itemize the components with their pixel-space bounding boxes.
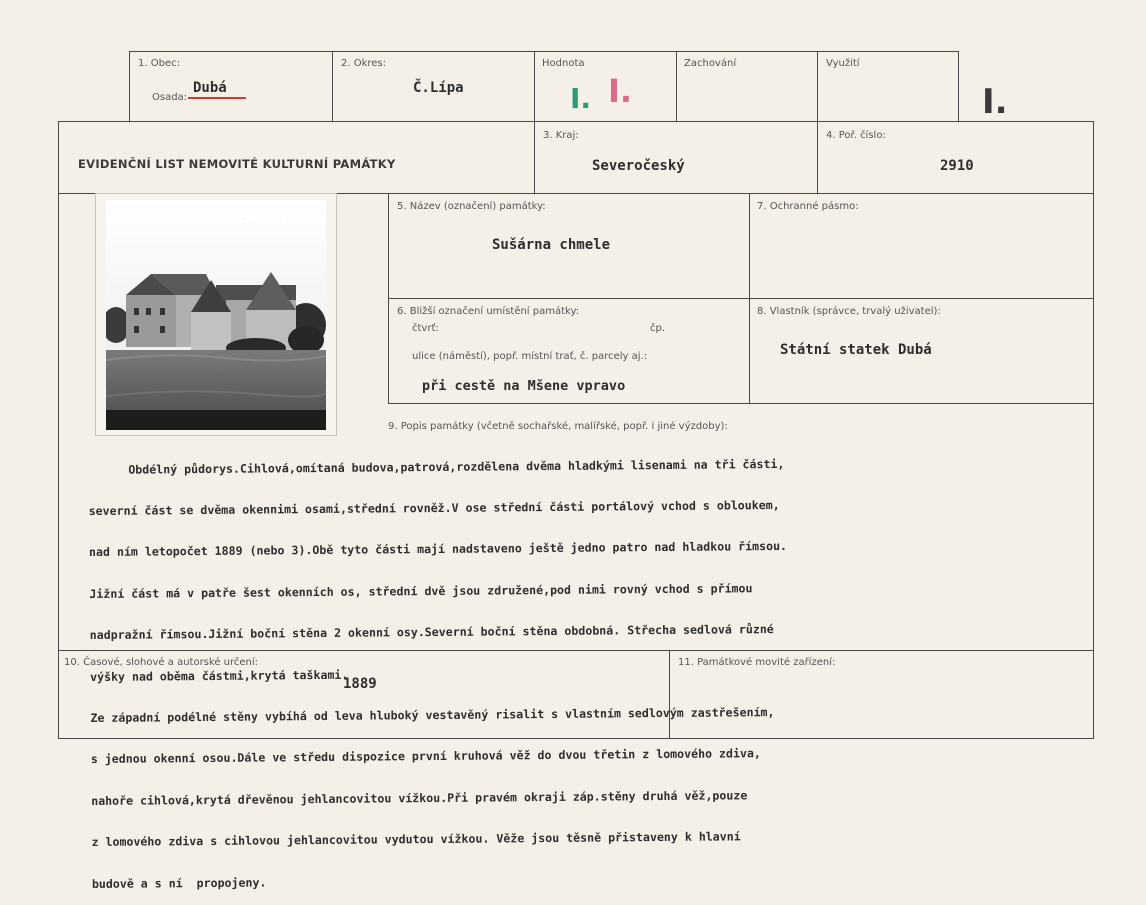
popis-line: Ze západní podélné stěny vybíhá od leva hluboký vestavěný risalit s vlastním sedlovým zastřešením, xyxy=(90,704,775,725)
obec-underline xyxy=(188,97,246,99)
popis-line: výšky nad oběma částmi,krytá taškami. xyxy=(90,667,349,684)
okres-value: Č.Lípa xyxy=(413,80,464,96)
popis-line: nahoře cihlová,krytá dřevěnou jehlancovitou vížkou.Při pravém okraji záp.stěny druhá věž,pouze xyxy=(91,787,748,808)
por-cislo-value: 2910 xyxy=(940,158,974,174)
hodnota-red-mark: I. xyxy=(608,72,633,110)
okres-label: 2. Okres: xyxy=(341,58,387,69)
photo-image xyxy=(106,200,326,430)
obec-label: 1. Obec: xyxy=(138,58,180,69)
popis-label: 9. Popis památky (včetně sochařské, malířské, popř. i jiné výzdoby): xyxy=(388,421,728,432)
hodnota-green-mark: I. xyxy=(570,82,592,115)
popis-line: Jižní část má v patře šest okenních os, střední dvě jsou združené,pod nimi rovný vchod s přímou xyxy=(89,580,753,601)
cp-label: čp. xyxy=(650,323,666,334)
popis-line: budově a s ní propojeny. xyxy=(91,874,267,891)
urceni-value: 1889 xyxy=(343,676,377,692)
popis-line: nadpražní římsou.Jižní boční stěna 2 okenní osy.Severní boční stěna obdobná. Střecha sedlová různé xyxy=(89,622,774,643)
vlastnik-label: 8. Vlastník (správce, trvalý uživatel): xyxy=(757,306,941,317)
nazev-value: Sušárna chmele xyxy=(492,237,611,253)
vyuziti-label: Využití xyxy=(826,58,860,69)
popis-line: s jednou okenní osou.Dále ve středu dispozice první kruhová věž do dvou třetin z lomového zdiva, xyxy=(90,746,761,767)
urceni-label: 10. Časové, slohové a autorské určení: xyxy=(64,657,259,668)
corner-mark: I. xyxy=(982,82,1008,122)
monument-photo xyxy=(106,200,326,430)
kraj-value: Severočeský xyxy=(592,158,685,174)
ctvrt-label: čtvrť: xyxy=(412,323,439,334)
vlastnik-value: Státní statek Dubá xyxy=(780,342,932,358)
obec-value: Dubá xyxy=(193,80,227,96)
ulice-label: ulice (náměstí), popř. místní trať, č. parcely aj.: xyxy=(412,351,648,362)
osada-label: Osada: xyxy=(152,92,188,103)
popis-line: nad ním letopočet 1889 (nebo 3).Obě tyto části mají nadstaveno ještě jedno patro nad hladkou římsou. xyxy=(88,539,788,560)
form-title: EVIDENČNÍ LIST NEMOVITÉ KULTURNÍ PAMÁTKY xyxy=(78,157,396,171)
ochranne-pasmo-label: 7. Ochranné pásmo: xyxy=(757,201,859,212)
por-cislo-label: 4. Poř. číslo: xyxy=(826,130,886,141)
popis-line: severní část se dvěma okennimi osami,střední rovněž.V ose střední části portálový vchod s obloukem, xyxy=(88,497,780,518)
umisteni-label: 6. Bližší označení umístění památky: xyxy=(397,306,580,317)
umisteni-value: při cestě na Mšene vpravo xyxy=(422,378,626,394)
zarizeni-label: 11. Památkové movité zařízení: xyxy=(678,657,836,668)
popis-line: Obdélný půdorys.Cihlová,omítaná budova,patrová,rozdělena dvěma hladkými lisenami na tři části, xyxy=(128,456,785,477)
nazev-label: 5. Název (označení) památky: xyxy=(397,201,546,212)
zachovani-label: Zachování xyxy=(684,58,737,69)
popis-line: z lomového zdiva s cihlovou jehlancovitou vydutou vížkou. Věže jsou těsně přistaveny k hlavní xyxy=(91,829,741,850)
kraj-label: 3. Kraj: xyxy=(543,130,579,141)
hodnota-label: Hodnota xyxy=(542,58,585,69)
photo-number: 29187 xyxy=(234,208,292,226)
